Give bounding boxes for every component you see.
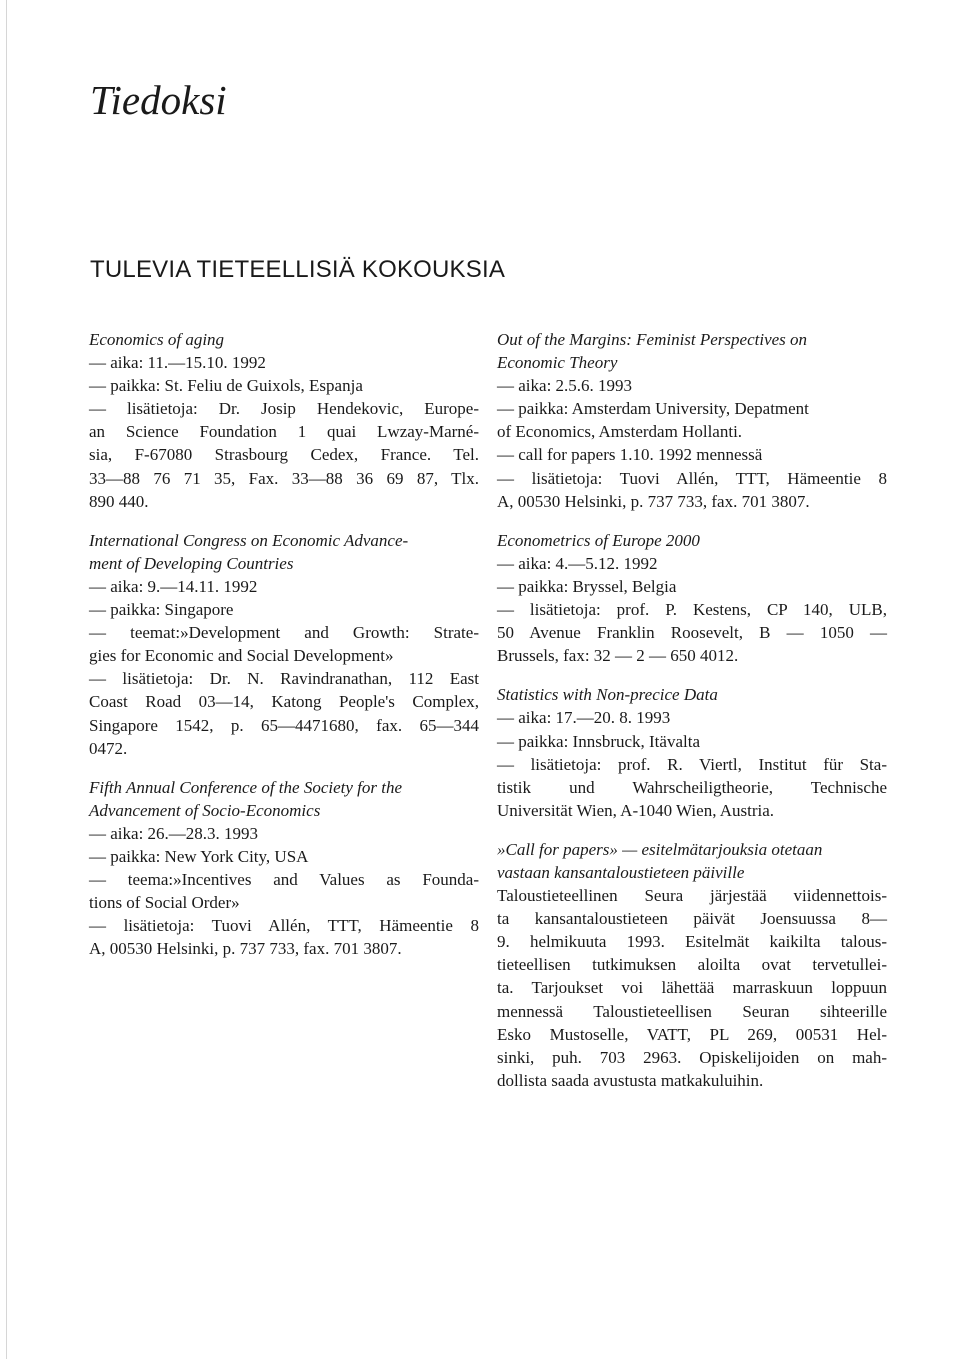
scan-margin-line [6,0,7,1359]
detail-line: — paikka: Innsbruck, Itävalta [497,731,700,751]
conference-title: Economics of aging [89,330,225,349]
detail-line: — aika: 2.5.6. 1993 [497,376,633,396]
conference-entry [89,328,479,513]
detail-line: 33—88 76 71 35, Fax. 33—88 36 69 87, Tlx. [89,468,479,488]
detail-line: — paikka: New York City, USA [89,846,309,866]
detail-line: — teema:»Incentives and Values as Founda- [89,870,479,890]
paragraph-line: sinki, puh. 703 2963. Opiskelijoiden on mah- [497,1047,887,1067]
detail-line: an Science Foundation 1 quai Lwzay-Marné- [89,422,479,442]
detail-line: — lisätietoja: prof. P. Kestens, CP 140, ULB, [497,600,887,620]
conference-entry [497,529,887,668]
section-heading: TULEVIA TIETEELLISIÄ KOKOUKSIA [90,256,506,283]
detail-line: — aika: 9.—14.11. 1992 [89,576,258,596]
paragraph-line: Taloustieteellinen Seura järjestää viidennettois- [497,886,887,906]
detail-line: Universität Wien, A-1040 Wien, Austria. [497,800,775,820]
conference-entry [89,776,479,961]
paragraph-line: 9. helmikuuta 1993. Esitelmät kaikilta talous- [497,932,887,952]
conference-title: Economic Theory [497,353,618,373]
detail-line: — aika: 26.—28.3. 1993 [89,823,259,843]
detail-line: — lisätietoja: Dr. Josip Hendekovic, Europe- [89,399,479,419]
conference-title: Out of the Margins: Feminist Perspectives on [497,330,808,349]
conference-entry [89,529,479,760]
left-column [89,328,479,976]
paragraph-line: tieteellisen tutkimuksen aloilta ovat tervetullei- [497,955,887,975]
detail-line: — aika: 4.—5.12. 1992 [497,553,658,573]
text-segment: ta [497,909,535,929]
paragraph-line: Esko Mustoselle, VATT, PL 269, 00531 Hel- [497,1024,887,1044]
detail-line: — paikka: St. Feliu de Guixols, Espanja [89,376,363,396]
paragraph-line: dollista saada avustusta matkakuluihin. [497,1070,764,1090]
conference-title: Statistics with Non-precice Data [497,685,718,705]
conference-entry [497,683,887,822]
detail-line: of Economics, Amsterdam Hollanti. [497,422,743,442]
detail-line: — lisätietoja: Tuovi Allén, TTT, Hämeentie 8 [89,916,479,936]
detail-line: 0472. [89,738,128,758]
right-column [497,328,887,1108]
call-for-papers-heading: vastaan kansantaloustieteen päiville [497,862,745,882]
conference-title: Advancement of Socio-Economics [89,800,321,820]
conference-title: ment of Developing Countries [89,553,294,573]
detail-line: A, 00530 Helsinki, p. 737 733, fax. 701 3807. [89,939,402,959]
page-title: Tiedoksi [90,77,227,123]
conference-title: Econometrics of Europe 2000 [497,530,700,550]
detail-line: tions of Social Order» [89,893,240,913]
detail-line: tistik und Wahrscheiligtheorie, Technische [497,777,887,797]
detail-line: sia, F-67080 Strasbourg Cedex, France. Tel. [89,445,479,465]
detail-line: 890 440. [89,491,149,511]
detail-line: Singapore 1542, p. 65—4471680, fax. 65—344 [89,715,479,735]
detail-line: — lisätietoja: Dr. N. Ravindranathan, 112 East [89,669,479,689]
detail-line: — lisätietoja: Tuovi Allén, TTT, Hämeentie 8 [497,468,887,488]
call-for-papers-notice [497,838,887,1092]
detail-line: — lisätietoja: prof. R. Viertl, Institut für Sta- [497,754,887,774]
detail-line: — aika: 17.—20. 8. 1993 [497,708,671,728]
conference-title: International Congress on Economic Advance- [89,530,409,550]
italic-term: kansantaloustieteen päivät [534,909,735,929]
paragraph-line [497,907,887,930]
conference-entry [497,328,887,513]
paragraph-line: ta. Tarjoukset voi lähettää marraskuun loppuun [497,978,887,998]
detail-line: — paikka: Bryssel, Belgia [497,576,677,596]
detail-line: — teemat:»Development and Growth: Strate- [89,623,479,643]
paragraph-line: mennessä Taloustieteellisen Seuran sihteerille [497,1001,887,1021]
detail-line: A, 00530 Helsinki, p. 737 733, fax. 701 3807. [497,491,810,511]
detail-line: gies for Economic and Social Development» [89,646,394,666]
call-for-papers-heading: »Call for papers» — esitelmätarjouksia otetaan [497,839,823,859]
detail-line: Coast Road 03—14, Katong People's Complex, [89,692,479,712]
detail-line: 50 Avenue Franklin Roosevelt, B — 1050 — [497,623,887,643]
conference-title: Fifth Annual Conference of the Society for the [89,777,403,797]
detail-line: Brussels, fax: 32 — 2 — 650 4012. [497,646,739,666]
detail-line: — paikka: Singapore [89,600,234,620]
detail-line: — paikka: Amsterdam University, Depatment [497,399,809,419]
text-segment: Joensuussa 8— [734,909,887,929]
detail-line: — call for papers 1.10. 1992 mennessä [497,445,763,465]
detail-line: — aika: 11.—15.10. 1992 [89,353,266,373]
